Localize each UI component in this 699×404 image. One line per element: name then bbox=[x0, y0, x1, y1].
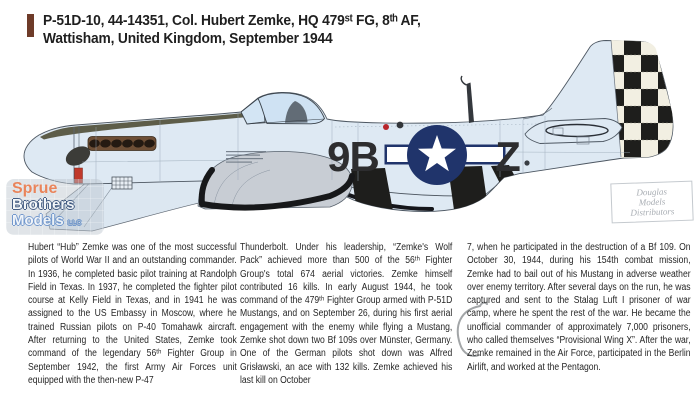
watermark-line-models: Models LLC bbox=[12, 212, 82, 229]
intake-grille bbox=[112, 177, 132, 189]
squadron-code-9b: 9B bbox=[327, 133, 379, 180]
article-column-3 bbox=[467, 241, 691, 401]
stamp-line2: Models bbox=[638, 196, 666, 208]
sprue-brothers-watermark bbox=[6, 179, 104, 235]
scheme-title-line2: Wattisham, United Kingdom, September 1944 bbox=[43, 30, 333, 47]
exhaust-stacks bbox=[88, 137, 156, 151]
stamp-line3: Distributors bbox=[630, 206, 675, 218]
watermark-line-brothers: Brothers bbox=[12, 196, 75, 213]
watermark-line-sprue: Sprue bbox=[12, 180, 58, 197]
watermark-llc-suffix: LLC bbox=[67, 220, 82, 227]
stamp-line1: Douglas bbox=[636, 186, 668, 198]
aircraft-letter-z: Z bbox=[495, 133, 521, 180]
article-column-3-text: 7, when he participated in the destruction of a Bf 109. On October 30, 1944, during his 154th combat mission, Zemke had to bail out of his Mustang in adverse weather over enemy territory. After several days on the run, he was captured and sent to the Stalag Luft I prisoner of war camp, where he spent the rest of the war. He became the unofficial commander of approximately 7,000 prisoners, who called themselves “Provisional Wing X”. After the war, Zemke remained in the Air Force, participated in the Berlin Airlift, and worked at the Pentagon. bbox=[467, 242, 691, 373]
antenna-mast bbox=[461, 76, 474, 123]
canopy bbox=[241, 93, 325, 124]
article-column-1 bbox=[28, 241, 237, 401]
article-column-2 bbox=[240, 241, 452, 401]
article-column-2-text: Thunderbolt. Under his leadership, “Zemke's Wolf Pack” achieved more than 500 of the 56ᵗʰ Fighter Group's total 674 aerial victories. Zemke himself contributed 16 kills. In early August 1944, he took command of the 479ᵗʰ Fighter Group armed with P-51D Mustangs, and on September 26, during his first aerial engagement with the enemy while flying a Mustang, Zemke shot down two Bf 109s over Münster, Germany. One of the German pilots shot down was Alfred Grisławski, an ace with 132 kills. Zemke achieved his last kill on October bbox=[240, 242, 453, 386]
article-column-1-text: Hubert “Hub” Zemke was one of the most successful pilots of World War II and an outstanding commander. In 1936, he completed basic pilot training at Randolph Field in Texas. In 1937, he completed the fighter pilot course at Kelly Field in Texas, and in 1941 he was assigned to the US Embassy in Moscow, where he trained Russian pilots on P-40 Tomahawk aircraft. After returning to the United States, Zemke took command of the legendary 56ᵗʰ Fighter Group in September 1942, the first Army Air Forces unit equipped with the then-new P-47 bbox=[28, 242, 237, 386]
scheme-title-line1: P-51D-10, 44-14351, Col. Hubert Zemke, HQ 479ˢᵗ FG, 8ᵗʰ AF, bbox=[43, 12, 421, 29]
distributor-stamp-watermark bbox=[610, 181, 693, 224]
